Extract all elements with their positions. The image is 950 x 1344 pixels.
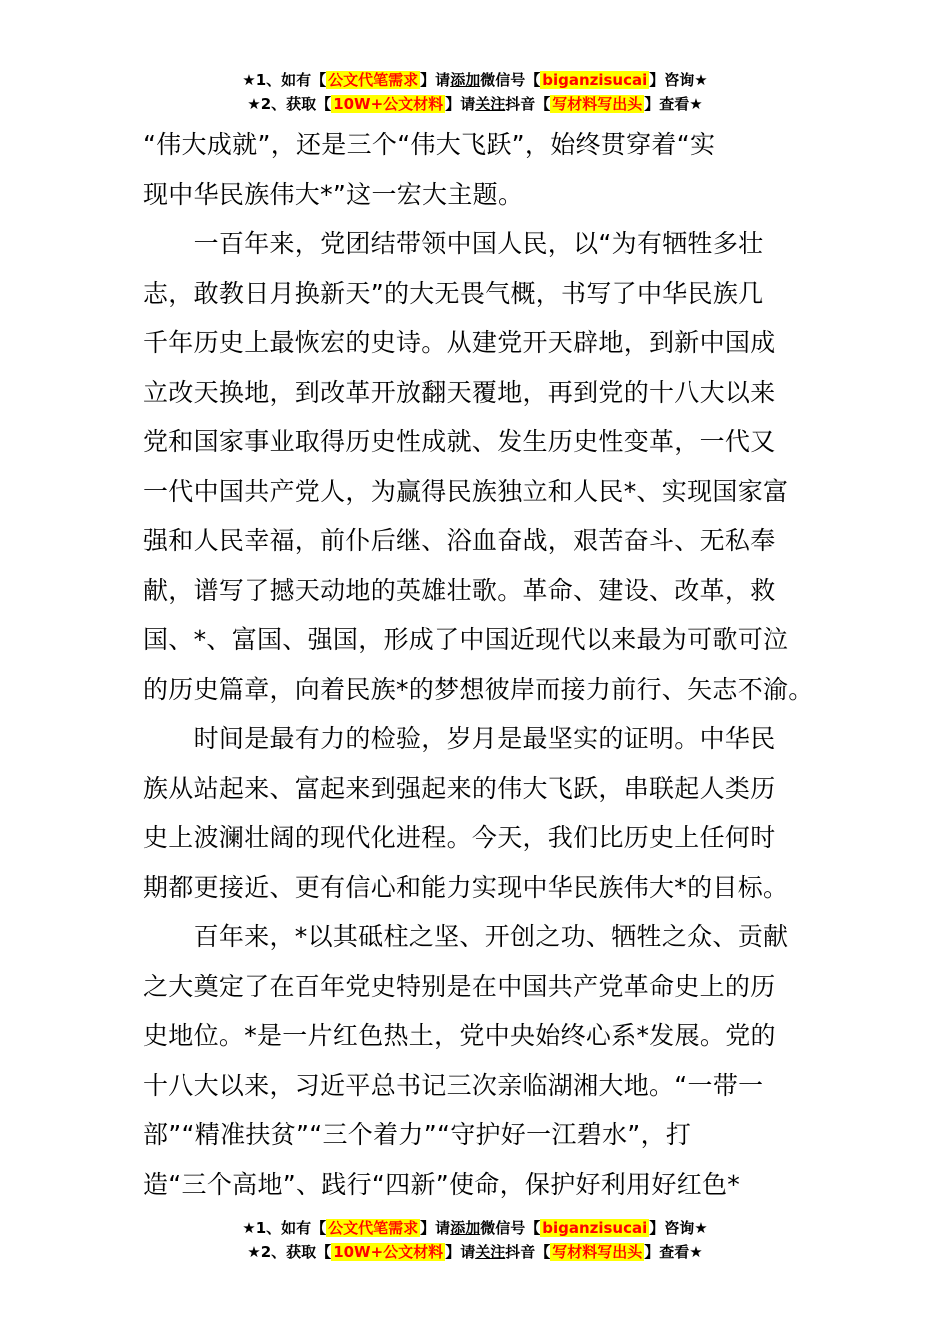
promo-text: 】咨询★ — [649, 1219, 708, 1237]
body-line: 十八大以来，习近平总书记三次亲临湖湘大地。“一带一 — [143, 1070, 764, 1100]
promo-text: ★1、如有【 — [242, 71, 327, 89]
promo-line-1 — [0, 1216, 950, 1240]
promo-text: 抖音【 — [505, 1243, 551, 1261]
body-line: 现中华民族伟大*”这一宏大主题。 — [143, 179, 524, 209]
promo-underlined: 添加 — [450, 1219, 481, 1237]
promo-highlight: 10W+公文材料 — [333, 1243, 444, 1261]
body-line: 之大奠定了在百年党史特别是在中国共产党革命史上的历 — [143, 971, 776, 1001]
header-promo-banner — [0, 68, 950, 116]
body-line: “伟大成就”，还是三个“伟大飞跃”，始终贯穿着“实 — [143, 130, 716, 159]
promo-text: ★1、如有【 — [242, 1219, 327, 1237]
promo-text: ★2、获取【 — [247, 95, 332, 113]
promo-highlight: biganzisucai — [542, 1219, 648, 1237]
promo-text: 】咨询★ — [649, 71, 708, 89]
promo-underlined: 关注 — [475, 1243, 506, 1261]
body-line: 的历史篇章，向着民族*的梦想彼岸而接力前行、矢志不渝。 — [143, 674, 814, 704]
body-line: 史地位。*是一片红色热土，党中央始终心系*发展。党的 — [143, 1021, 776, 1050]
promo-highlight: 写材料写出头 — [552, 95, 643, 113]
promo-text: 】请 — [420, 1219, 451, 1237]
body-line: 立改天换地，到改革开放翻天覆地，再到党的十八大以来 — [143, 377, 776, 407]
promo-underlined: 添加 — [450, 71, 481, 89]
promo-line-2 — [0, 1240, 950, 1264]
promo-highlight: 10W+公文材料 — [333, 95, 444, 113]
body-line: 党和国家事业取得历史性成就、发生历史性变革，一代又 — [143, 427, 776, 456]
promo-text: 抖音【 — [505, 95, 551, 113]
body-line: 志，敢教日月换新天”的大无畏气概，书写了中华民族几 — [143, 278, 764, 308]
promo-text: 】请 — [445, 95, 476, 113]
promo-line-1 — [0, 68, 950, 92]
body-line: 国、*、富国、强国，形成了中国近现代以来最为可歌可泣 — [143, 625, 789, 654]
body-line: 献，谱写了撼天动地的英雄壮歌。革命、建设、改革，救 — [143, 575, 776, 605]
body-line: 族从站起来、富起来到强起来的伟大飞跃，串联起人类历 — [143, 773, 776, 803]
promo-underlined: 关注 — [475, 95, 506, 113]
promo-text: 】查看★ — [644, 1243, 703, 1261]
document-body — [143, 120, 814, 1209]
promo-text: ★2、获取【 — [247, 1243, 332, 1261]
body-line: 史上波澜壮阔的现代化进程。今天，我们比历史上任何时 — [143, 823, 776, 852]
body-line: 造“三个高地”、践行“四新”使命，保护好利用好红色* — [143, 1169, 741, 1199]
body-line: 百年来，*以其砥柱之坚、开创之功、牺牲之众、贡献 — [143, 922, 789, 951]
promo-highlight: 公文代笔需求 — [328, 71, 419, 89]
promo-line-2 — [0, 92, 950, 116]
promo-highlight: biganzisucai — [542, 71, 648, 89]
promo-highlight: 写材料写出头 — [552, 1243, 643, 1261]
body-line: 部”“精准扶贫”“三个着力”“守护好一江碧水”，打 — [143, 1120, 692, 1149]
body-line: 强和人民幸福，前仆后继、浴血奋战，艰苦奋斗、无私奉 — [143, 526, 776, 555]
promo-highlight: 公文代笔需求 — [328, 1219, 419, 1237]
body-line: 一代中国共产党人，为赢得民族独立和人民*、实现国家富 — [143, 476, 789, 506]
promo-text: 】查看★ — [644, 95, 703, 113]
body-line: 时间是最有力的检验，岁月是最坚实的证明。中华民 — [143, 724, 776, 753]
body-line: 一百年来，党团结带领中国人民，以“为有牺牲多壮 — [143, 229, 764, 258]
promo-text: 】请 — [445, 1243, 476, 1261]
promo-text: 微信号【 — [480, 1219, 541, 1237]
body-line: 期都更接近、更有信心和能力实现中华民族伟大*的目标。 — [143, 872, 789, 902]
footer-promo-banner — [0, 1216, 950, 1264]
body-line: 千年历史上最恢宏的史诗。从建党开天辟地，到新中国成 — [143, 328, 776, 357]
promo-text: 微信号【 — [480, 71, 541, 89]
promo-text: 】请 — [420, 71, 451, 89]
